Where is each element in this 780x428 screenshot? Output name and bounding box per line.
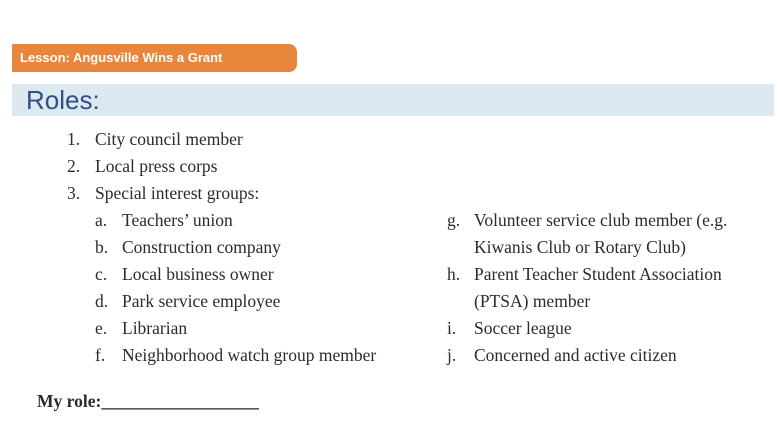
- my-role-label: My role:: [37, 391, 102, 411]
- list-text: Park service employee: [122, 291, 281, 311]
- list-marker: 2.: [67, 156, 81, 176]
- list-text: Librarian: [122, 318, 188, 338]
- list-text: Neighborhood watch group member: [122, 345, 377, 365]
- list-marker: 3.: [67, 183, 81, 203]
- page-title: Roles:: [26, 85, 100, 115]
- list-marker: c.: [95, 264, 108, 284]
- roles-heading-band: [12, 84, 774, 116]
- list-text: Teachers’ union: [122, 210, 233, 230]
- list-text: Concerned and active citizen: [474, 345, 677, 365]
- list-marker: b.: [95, 237, 109, 257]
- list-text: Construction company: [122, 237, 281, 257]
- list-marker: h.: [447, 264, 461, 284]
- list-text: Volunteer service club member (e.g.: [474, 210, 728, 230]
- list-text: Parent Teacher Student Association: [474, 264, 722, 284]
- list-marker: a.: [95, 210, 108, 230]
- list-marker: e.: [95, 318, 108, 338]
- list-text: Local press corps: [95, 156, 218, 176]
- list-marker: j.: [447, 345, 457, 365]
- list-text: (PTSA) member: [474, 291, 591, 311]
- my-role-blank[interactable]: __________________: [101, 391, 259, 411]
- list-text: Local business owner: [122, 264, 274, 284]
- list-text: Kiwanis Club or Rotary Club): [474, 237, 686, 257]
- my-role-line: [37, 391, 259, 412]
- list-marker: d.: [95, 291, 109, 311]
- list-text: Soccer league: [474, 318, 572, 338]
- list-marker: g.: [447, 210, 461, 230]
- list-marker: f.: [95, 345, 106, 365]
- lesson-tab: Lesson: Angusville Wins a Grant: [12, 44, 297, 72]
- list-text: Special interest groups:: [95, 183, 260, 203]
- list-text: City council member: [95, 129, 243, 149]
- list-marker: 1.: [67, 129, 81, 149]
- list-marker: i.: [447, 318, 457, 338]
